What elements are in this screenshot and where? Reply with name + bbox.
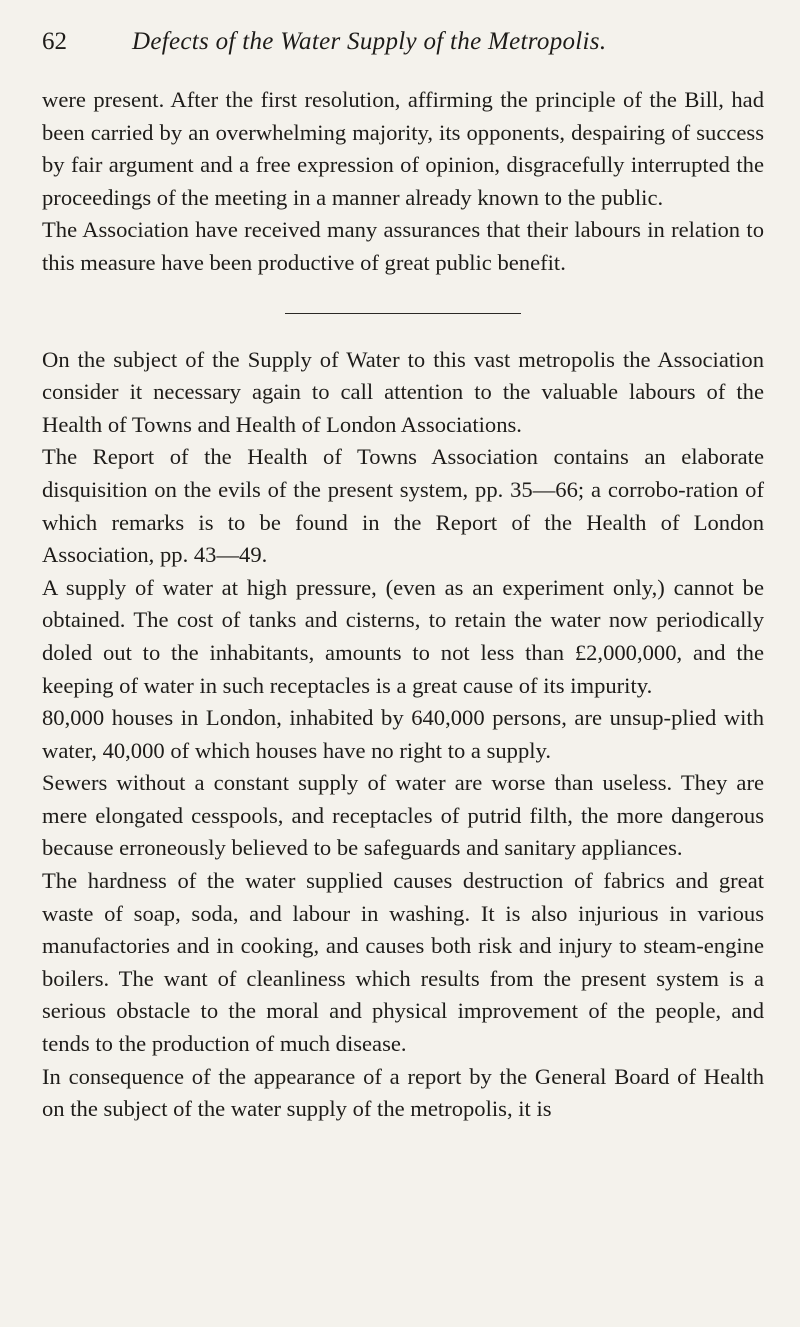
paragraph: In consequence of the appearance of a report by the General Board of Health on the subject of the water supply of the metropolis, it is xyxy=(42,1063,764,1122)
page-header xyxy=(40,22,770,62)
page-number: 62 xyxy=(42,28,67,55)
section-water-supply xyxy=(42,344,764,1126)
section-divider xyxy=(285,313,521,314)
paragraph: The hardness of the water supplied causes destruction of fabrics and great waste of soap, soda, and labour in washing. It is also injurious in various manufactories and in cooking, and causes both risk and injury to steam-engine boilers. The want of cleanliness which results from the present system is a serious obstacle to the moral and physical improvement of the people, and tends to the production of much disease. xyxy=(42,868,764,1057)
paragraph: On the subject of the Supply of Water to this vast metropolis the Association consider it necessary again to call attention to the valuable labours of the Health of Towns and Health of London Associations. xyxy=(42,346,764,437)
running-title: Defects of the Water Supply of the Metropolis. xyxy=(132,28,607,55)
paragraph: were present. After the first resolution, affirming the principle of the Bill, had been carried by an overwhelming majority, its opponents, despairing of success by fair argument and a free expression of opinion, disgracefully interrupted the proceedings of the meeting in a manner already known to the public. xyxy=(42,87,764,210)
paragraph: The Report of the Health of Towns Association contains an elaborate disquisition on the evils of the present system, pp. 35—66; a corrobo-ration of which remarks is to be found in the Report of the Health of London Association, pp. 43—49. xyxy=(42,444,764,568)
paragraph: The Association have received many assurances that their labours in relation to this measure have been productive of great public benefit. xyxy=(42,217,764,275)
paragraph: 80,000 houses in London, inhabited by 640,000 persons, are unsup-plied with water, 40,000 of which houses have no right to a supply. xyxy=(42,705,764,763)
page-body xyxy=(42,84,764,1126)
paragraph: A supply of water at high pressure, (even as an experiment only,) cannot be obtained. The cost of tanks and cisterns, to retain the water now periodically doled out to the inhabitants, amounts to not less than £2,000,000, and the keeping of water in such receptacles is a great cause of its impurity. xyxy=(42,574,764,698)
paragraph: Sewers without a constant supply of water are worse than useless. They are mere elongated cesspools, and receptacles of putrid filth, the more dangerous because erroneously believed to be safeguards and sanitary appliances. xyxy=(42,770,764,861)
section-bill-meeting xyxy=(42,84,764,280)
